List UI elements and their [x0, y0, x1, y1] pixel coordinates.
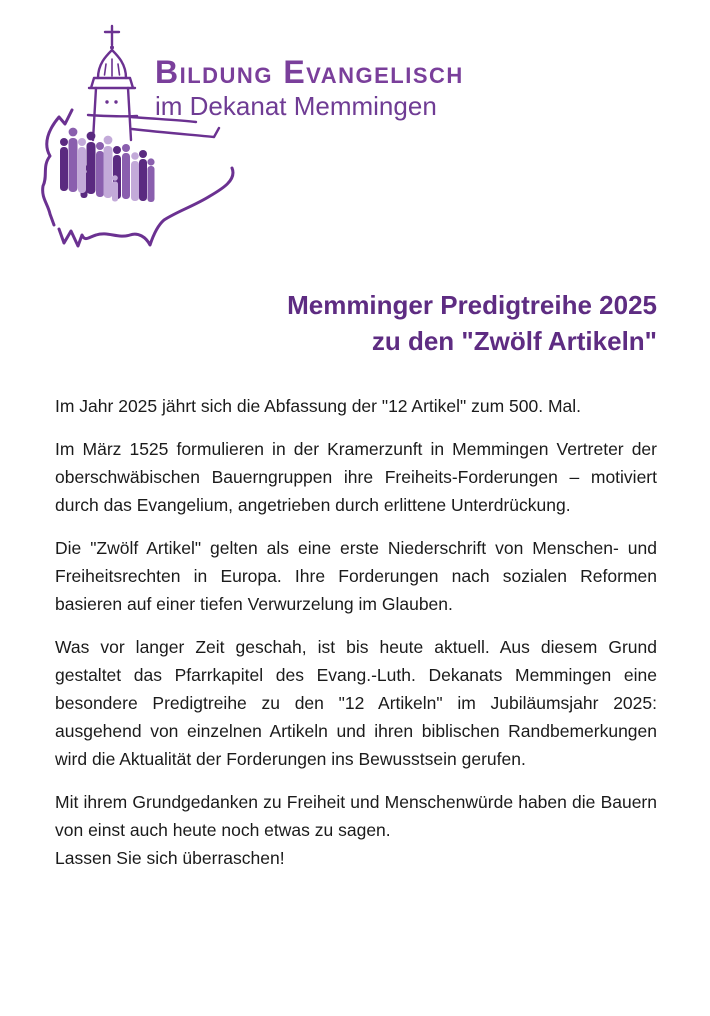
logo-text	[155, 54, 464, 121]
paragraph-twelve-articles: Die "Zwölf Artikel" gelten als eine erste Niederschrift von Menschen- und Freiheitsrechten in Europa. Ihre Forderungen nach sozialen Reformen basieren auf einer tiefen Verwurzelung im Glauben.	[55, 538, 657, 614]
paragraph-history-1525: Im März 1525 formulieren in der Kramerzunft in Memmingen Vertreter der oberschwäbischen Bauerngruppen ihre Freiheits-Forderungen – motiviert durch das Evangelium, angetrieben durch erlittene Unterdrückung.	[55, 439, 657, 515]
title-line-2: zu den "Zwölf Artikeln"	[371, 326, 657, 356]
logo-subtitle: im Dekanat Memmingen	[155, 91, 437, 121]
page-title	[55, 287, 657, 359]
closing-line-1: Mit ihrem Grundgedanken zu Freiheit und Menschenwürde haben die Bauern von einst auch heute noch etwas zu sagen.	[55, 792, 657, 840]
title-line-1: Memminger Predigtreihe 2025	[287, 290, 657, 320]
people-group-icon	[60, 128, 155, 202]
body-text	[55, 392, 657, 887]
paragraph-closing	[55, 788, 657, 872]
logo	[38, 18, 678, 263]
paragraph-predigtreihe: Was vor langer Zeit geschah, ist bis heute aktuell. Aus diesem Grund gestaltet das Pfarrkapitel des Evang.-Luth. Dekanats Memmingen eine besondere Predigtreihe zu den "12 Artikeln" im Jubiläumsjahr 2025: ausgehend von einzelnen Artikeln und ihren biblischen Randbemerkungen wird die Aktualität der Forderungen ins Bewusstsein gerufen.	[55, 637, 657, 769]
paragraph-anniversary: Im Jahr 2025 jährt sich die Abfassung der "12 Artikel" zum 500. Mal.	[55, 396, 582, 416]
logo-brand-text: Bildung Evangelisch	[155, 54, 464, 90]
closing-line-2: Lassen Sie sich überraschen!	[55, 848, 285, 868]
